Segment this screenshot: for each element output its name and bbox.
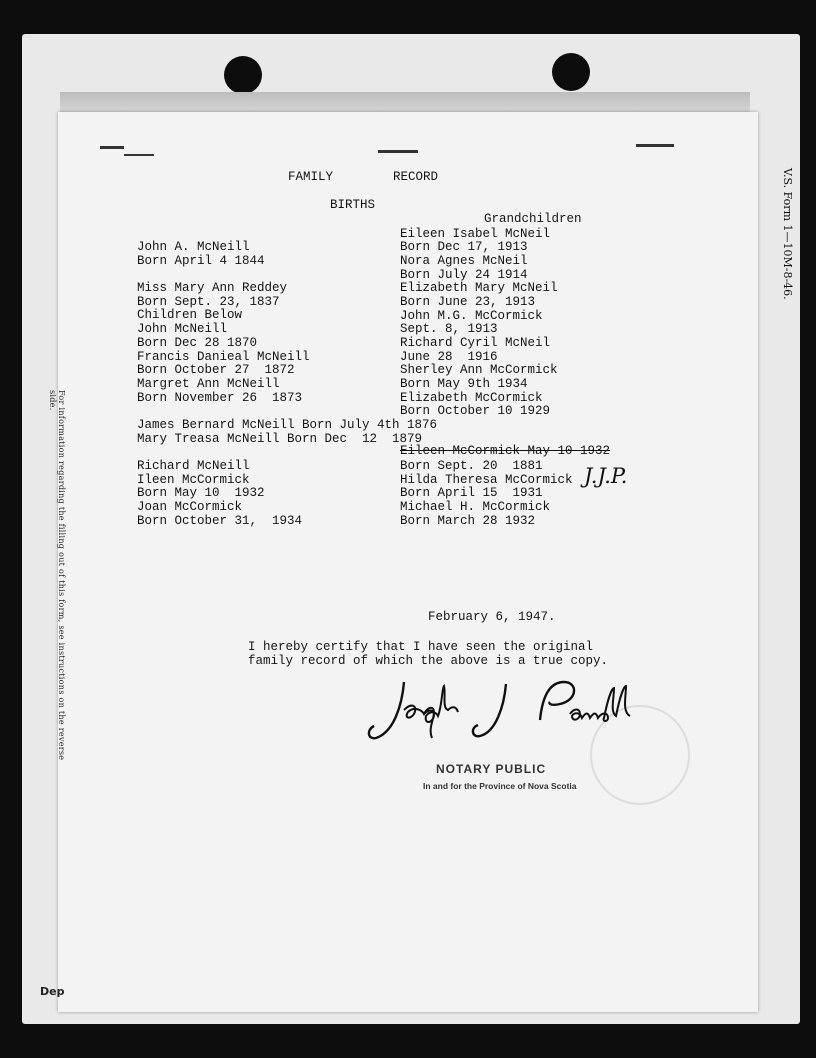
heading-record: RECORD <box>393 170 439 184</box>
record-line: Miss Mary Ann Reddey <box>137 281 288 296</box>
record-line: Born Sept. 20 1881 <box>400 459 543 473</box>
record-line: Born April 4 1844 <box>137 253 265 268</box>
record-line: Born Sept. 23, 1837 <box>137 294 280 309</box>
signature <box>364 670 664 750</box>
record-line: Children Below <box>137 308 243 323</box>
record-line: Born Dec 17, 1913 <box>400 240 528 255</box>
left-column <box>137 240 310 404</box>
record-line: Nora Agnes McNeil <box>400 253 528 268</box>
record-line <box>137 267 310 281</box>
side-note: For information regarding the filling out of this form, see instructions on the reverse side. <box>48 390 66 761</box>
record-line: Born October 31, 1934 <box>137 513 303 528</box>
struck-out-line: Eileen McCormick May 10 1932 <box>400 444 611 458</box>
record-line: James Bernard McNeill Born July 4th 1876 <box>137 418 438 432</box>
record-line: Michael H. McCormick <box>400 500 551 515</box>
heading-family: FAMILY <box>288 170 334 184</box>
punch-hole-left <box>224 56 262 94</box>
full-width-lines <box>137 418 437 445</box>
record-line: Born June 23, 1913 <box>400 294 536 309</box>
record-line: Hilda Theresa McCormick <box>400 472 573 487</box>
record-line: Eileen Isabel McNeil <box>400 226 551 241</box>
record-line: John McNeill <box>137 322 228 337</box>
record-line: Joan McCormick <box>137 500 243 515</box>
heading-births: BIRTHS <box>330 198 376 212</box>
record-line: Margret Ann McNeill <box>137 376 280 391</box>
sheet-fold-shadow <box>60 92 750 114</box>
record-line: John A. McNeill <box>137 240 250 254</box>
record-line: Elizabeth Mary McNeil <box>400 281 558 296</box>
record-line: Born October 27 1872 <box>137 363 295 378</box>
record-line: Born October 10 1929 <box>400 404 551 419</box>
handwritten-initials: J.J.P. <box>584 464 628 488</box>
left-column-lower <box>137 459 302 527</box>
punch-hole-right <box>552 53 590 91</box>
typewriter-mark <box>378 150 418 153</box>
record-line: Born Dec 28 1870 <box>137 335 258 350</box>
record-line: Born July 24 1914 <box>400 267 528 282</box>
record-line: Mary Treasa McNeill Born Dec 12 1879 <box>137 431 423 446</box>
record-line: Francis Danieal McNeill <box>137 349 310 364</box>
notary-title: NOTARY PUBLIC <box>436 762 547 776</box>
certification-line: I hereby certify that I have seen the original <box>248 640 594 654</box>
record-line: Sherley Ann McCormick <box>400 363 558 378</box>
record-line: Born November 26 1873 <box>137 390 303 405</box>
typewriter-mark <box>636 144 674 147</box>
record-line: Born March 28 1932 <box>400 513 536 528</box>
record-line: Richard McNeill <box>137 459 250 473</box>
grandchildren-heading: Grandchildren <box>484 212 582 226</box>
form-number: V.S. Form 1—10M-8-46. <box>781 168 794 300</box>
record-line: Ileen McCormick <box>137 472 250 487</box>
record-line: Sept. 8, 1913 <box>400 322 498 337</box>
notary-jurisdiction: In and for the Province of Nova Scotia <box>423 781 577 791</box>
record-line: Born April 15 1931 <box>400 486 543 501</box>
typewriter-mark <box>124 154 154 156</box>
right-column <box>400 227 558 419</box>
record-line: Elizabeth McCormick <box>400 390 543 405</box>
certification-statement <box>248 640 608 667</box>
certification-line: family record of which the above is a true copy. <box>248 653 609 668</box>
typewriter-mark <box>100 146 124 149</box>
record-line: Richard Cyril McNeil <box>400 336 551 350</box>
certification-date: February 6, 1947. <box>428 610 556 624</box>
record-line: June 28 1916 <box>400 349 498 364</box>
record-line: Born May 9th 1934 <box>400 377 528 392</box>
edge-mark: Dep <box>40 985 65 998</box>
record-line: Born May 10 1932 <box>137 486 265 501</box>
record-line: John M.G. McCormick <box>400 308 543 323</box>
right-column-lower <box>400 459 573 527</box>
